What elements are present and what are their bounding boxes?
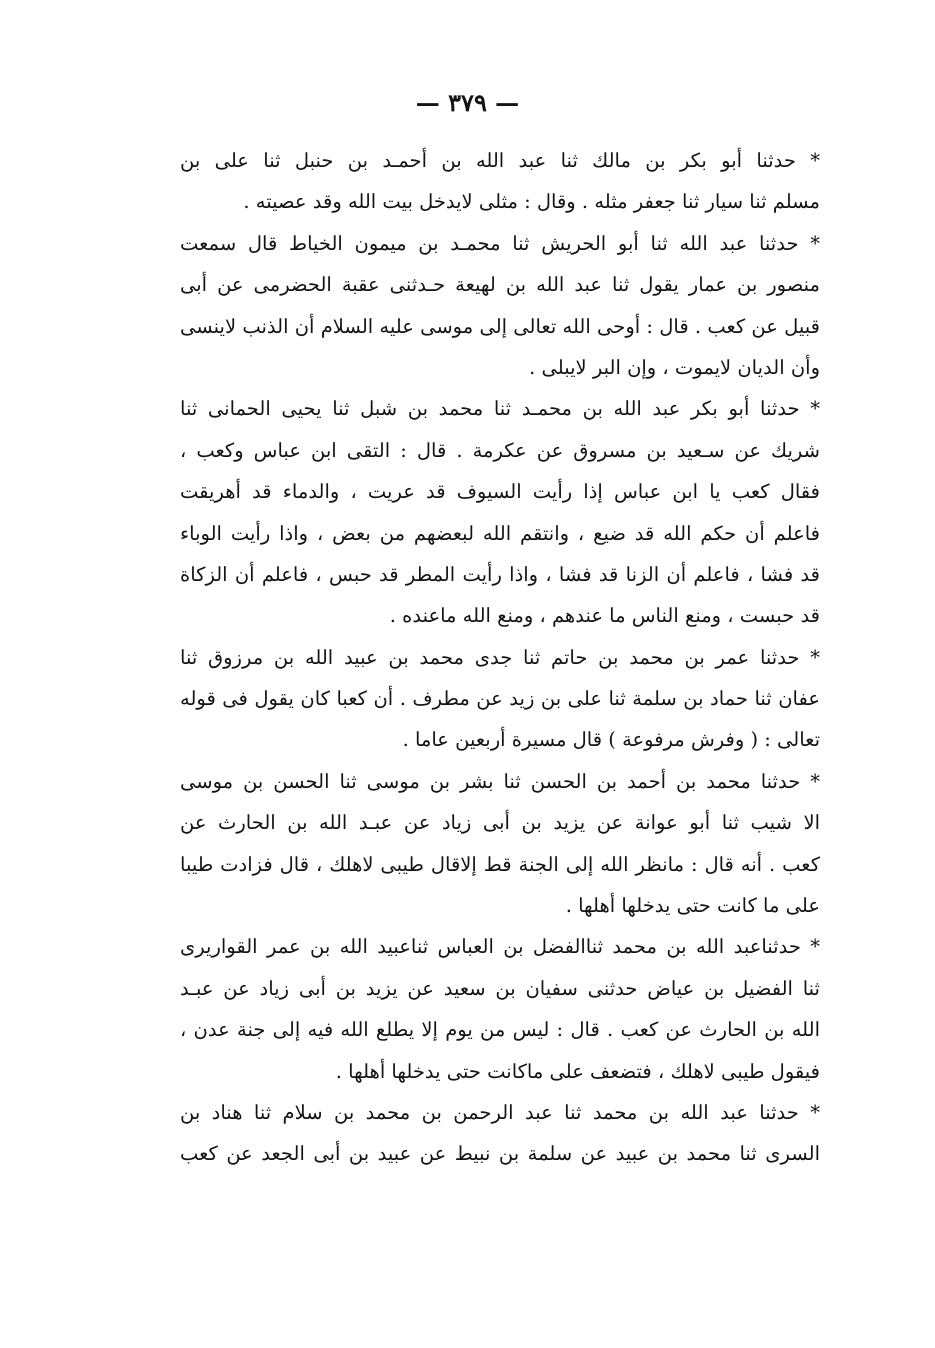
text-line: الا شيب ثنا أبو عوانة عن يزيد بن أبى زياد عن عبـد الله بن الحارث عن: [180, 811, 820, 835]
text-line: مسلم ثنا سيار ثنا جعفر مثله . وقال : مثلى لايدخل بيت الله وقد عصيته .: [243, 190, 820, 214]
text-line: فاعلم أن حكم الله قد ضيع ، وانتقم الله لبعضهم من بعض ، واذا رأيت الوباء: [180, 521, 820, 545]
text-line: * حدثنا عبد الله بن محمد ثنا عبد الرحمن بن محمد بن سلام ثنا هناد بن: [180, 1100, 820, 1124]
text-line: عفان ثنا حماد بن سلمة ثنا على بن زيد عن مطرف . أن كعبا كان يقول فى قوله: [180, 687, 820, 711]
text-line: ثنا الفضيل بن عياض حدثنى سفيان بن سعيد عن يزيد بن أبى زياد عن عبـد: [180, 976, 820, 1000]
text-line: السرى ثنا محمد بن عبيد عن سلمة بن نبيط عن عبيد بن أبى الجعد عن كعب: [180, 1142, 820, 1166]
text-line: قد فشا ، فاعلم أن الزنا قد فشا ، واذا رأيت المطر قد حبس ، فاعلم أن الزكاة: [180, 562, 820, 586]
text-line: تعالى : ( وفرش مرفوعة ) قال مسيرة أربعين عاما .: [402, 728, 820, 752]
page-number: — ٣٧٩ —: [415, 88, 520, 117]
text-line: كعب . أنه قال : مانظر الله إلى الجنة قط إلاقال طيبى لاهلك ، قال فزادت طيبا: [180, 852, 820, 876]
text-line: * حدثنا عمر بن محمد بن حاتم ثنا جدى محمد بن عبيد الله بن مرزوق ثنا: [180, 645, 820, 669]
text-line: * حدثنا أبو بكر بن مالك ثنا عبد الله بن أحمـد بن حنبل ثنا على بن: [180, 149, 820, 172]
text-line: * حدثنا عبد الله ثنا أبو الحريش ثنا محمـد بن ميمون الخياط قال سمعت: [180, 231, 820, 255]
text-line: وأن الديان لايموت ، وإن البر لايبلى .: [529, 355, 820, 379]
text-line: شريك عن سـعيد بن مسروق عن عكرمة . قال : التقى ابن عباس وكعب ،: [180, 438, 820, 462]
text-line: فقال كعب يا ابن عباس إذا رأيت السيوف قد عريت ، والدماء قد أهريقت: [180, 480, 820, 504]
text-line: على ما كانت حتى يدخلها أهلها .: [565, 894, 820, 918]
text-line: الله بن الحارث عن كعب . قال : ليس من يوم إلا يطلع الله فيه إلى جنة عدن ،: [180, 1018, 820, 1042]
text-line: * حدثناعبد الله بن محمد ثناالفضل بن العباس ثناعبيد الله بن عمر القواريرى: [180, 935, 820, 959]
text-line: قد حبست ، ومنع الناس ما عندهم ، ومنع الله ماعنده .: [389, 604, 820, 628]
text-line: قبيل عن كعب . قال : أوحى الله تعالى إلى موسى عليه السلام أن الذنب لاينسى: [180, 314, 820, 338]
hadith-text-block: [180, 140, 820, 1175]
text-line: * حدثنا محمد بن أحمد بن الحسن ثنا بشر بن موسى ثنا الحسن بن موسى: [180, 769, 820, 793]
text-line: * حدثنا أبو بكر عبد الله بن محمـد ثنا محمد بن شبل ثنا يحيى الحمانى ثنا: [180, 397, 820, 421]
text-line: فيقول طيبى لاهلك ، فتضعف على ماكانت حتى يدخلها أهلها .: [335, 1059, 820, 1083]
text-line: منصور بن عمار يقول ثنا عبد الله بن لهيعة حـدثنى عقبة الحضرمى عن أبى: [180, 273, 820, 297]
